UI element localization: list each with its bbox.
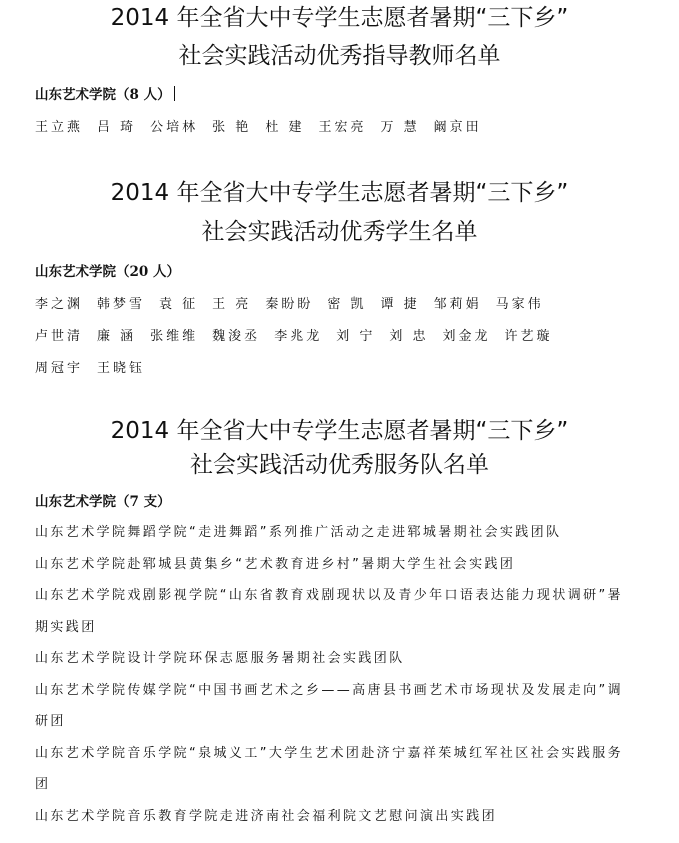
person-name: 马家伟 — [495, 297, 544, 312]
section-title-line2: 社会实践活动优秀服务队名单 — [190, 452, 489, 478]
person-name: 万 慧 — [380, 120, 420, 135]
section-teams — [0, 413, 679, 843]
name-row — [35, 116, 655, 148]
person-name: 李之渊 — [35, 297, 84, 312]
person-name: 杜 建 — [265, 120, 305, 135]
org-heading: 山东艺术学院（20 人） — [35, 264, 180, 280]
team-item: 山东艺术学院音乐学院“泉城义工”大学生艺术团赴济宁嘉祥茱城红军社区社会实践服务团 — [35, 745, 624, 792]
person-name: 袁 征 — [159, 297, 199, 312]
team-item: 山东艺术学院戏剧影视学院“山东省教育戏剧现状以及青少年口语表达能力现状调研”暑期实践团 — [35, 588, 624, 635]
person-name: 公培林 — [150, 120, 199, 135]
student-list — [35, 293, 655, 389]
org-label: 山东艺术学院（8 人） — [35, 87, 171, 103]
person-name: 许艺璇 — [504, 329, 553, 344]
team-item: 山东艺术学院赴郓城县黄集乡“艺术教育进乡村”暑期大学生社会实践团 — [35, 556, 516, 572]
name-row — [35, 325, 655, 357]
person-name: 魏浚丞 — [212, 329, 261, 344]
person-name: 廉 涵 — [97, 329, 137, 344]
person-name: 密 凯 — [327, 297, 367, 312]
person-name: 周冠宇 — [35, 361, 84, 376]
name-row — [35, 293, 655, 325]
section-title-line1: 2014 年全省大中专学生志愿者暑期“三下乡” — [110, 418, 569, 444]
person-name: 谭 捷 — [380, 297, 420, 312]
person-name: 王晓钰 — [97, 361, 146, 376]
person-name: 王宏亮 — [318, 120, 367, 135]
person-name: 吕 琦 — [97, 120, 137, 135]
name-row — [35, 357, 655, 389]
person-name: 李兆龙 — [274, 329, 323, 344]
section-title-line2: 社会实践活动优秀学生名单 — [201, 219, 478, 245]
section-teachers — [0, 0, 679, 160]
person-name: 韩梦雪 — [97, 297, 146, 312]
person-name: 刘 宁 — [336, 329, 376, 344]
person-name: 卢世清 — [35, 329, 84, 344]
person-name: 阚京田 — [433, 120, 482, 135]
person-name: 秦盼盼 — [265, 297, 314, 312]
person-name: 张维维 — [150, 329, 199, 344]
person-name: 张 艳 — [212, 120, 252, 135]
person-name: 刘金龙 — [442, 329, 491, 344]
section-title-line2: 社会实践活动优秀指导教师名单 — [178, 43, 501, 69]
org-heading — [35, 83, 175, 103]
team-item: 山东艺术学院设计学院环保志愿服务暑期社会实践团队 — [35, 651, 405, 666]
teacher-list — [35, 116, 655, 148]
section-title-line1: 2014 年全省大中专学生志愿者暑期“三下乡” — [110, 5, 569, 31]
team-item: 山东艺术学院传媒学院“中国书画艺术之乡——高唐县书画艺术市场现状及发展走向”调研团 — [35, 682, 624, 729]
person-name: 邹莉娟 — [433, 297, 482, 312]
team-item: 山东艺术学院音乐教育学院走进济南社会福利院文艺慰问演出实践团 — [35, 808, 498, 824]
team-item: 山东艺术学院舞蹈学院“走进舞蹈”系列推广活动之走进郓城暑期社会实践团队 — [35, 525, 562, 540]
text-cursor — [174, 86, 176, 101]
person-name: 王 亮 — [212, 297, 252, 312]
section-students — [0, 175, 679, 385]
team-list — [35, 517, 635, 832]
section-title-line1: 2014 年全省大中专学生志愿者暑期“三下乡” — [110, 180, 569, 206]
org-heading: 山东艺术学院（7 支） — [35, 494, 171, 510]
person-name: 刘 忠 — [389, 329, 429, 344]
person-name: 王立燕 — [35, 120, 84, 135]
